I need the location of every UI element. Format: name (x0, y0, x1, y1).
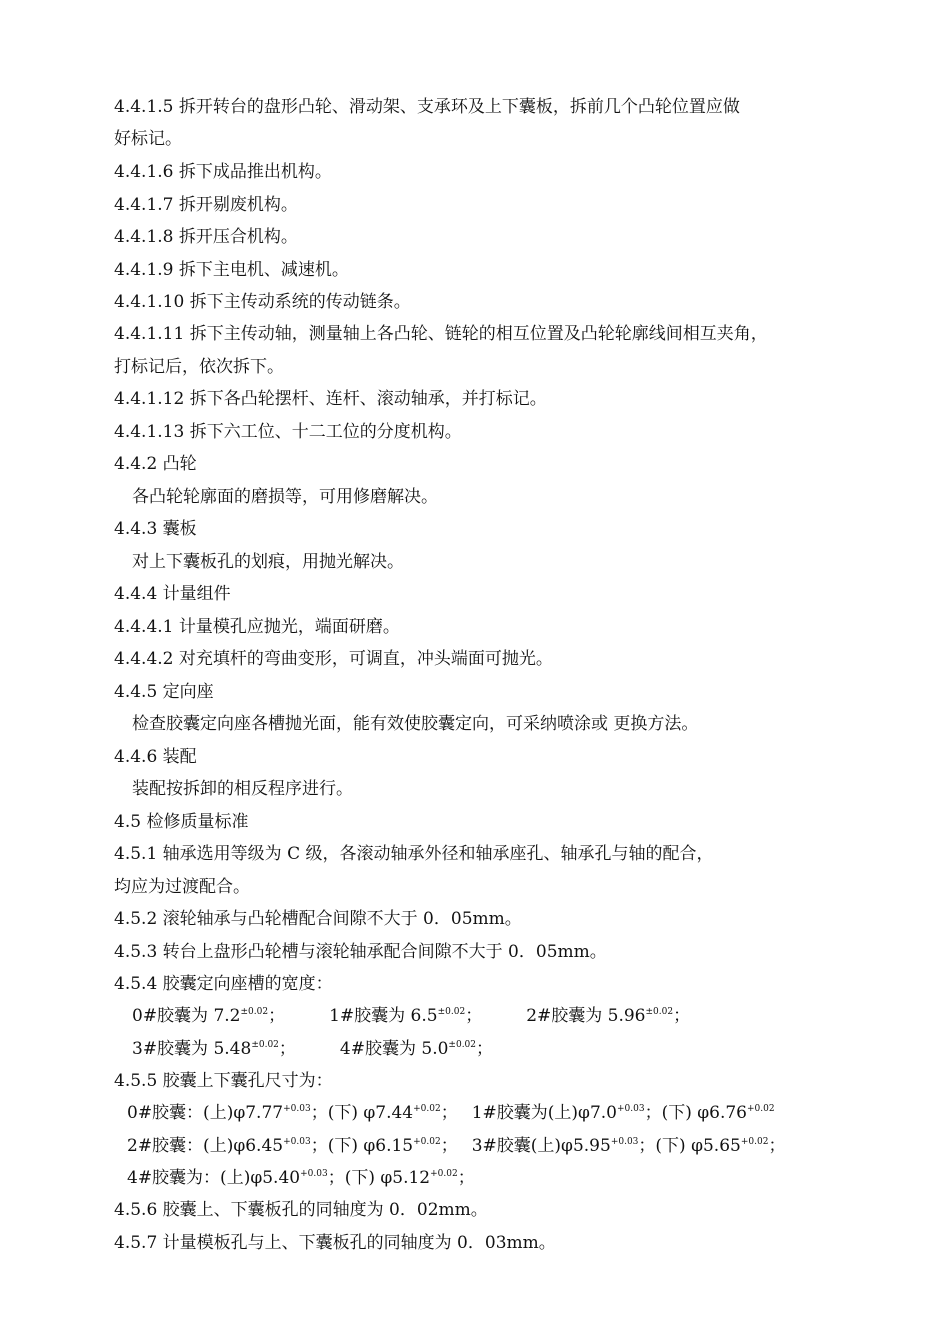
text-line: 4.5.5 胶囊上下囊孔尺寸为： (114, 1071, 333, 1091)
text-line: 4.5.6 胶囊上、下囊板孔的同轴度为 0．02mm。 (114, 1200, 488, 1220)
text-line: 均应为过渡配合。 (114, 877, 250, 897)
text-line: 4.4.1.9 拆下主电机、减速机。 (114, 260, 349, 280)
section-heading: 4.4.6 装配 (114, 747, 197, 767)
text-line: 4.5.1 轴承选用等级为 C 级，各滚动轴承外径和轴承座孔、轴承孔与轴的配合， (114, 844, 714, 864)
section-heading: 4.4.4 计量组件 (114, 584, 231, 604)
text-line: 4.5.7 计量模板孔与上、下囊板孔的同轴度为 0．03mm。 (114, 1233, 556, 1253)
section-heading: 4.4.5 定向座 (114, 682, 214, 702)
width-spec: 0#胶囊为 $7.2^{\pm 0.02}$； (132, 1006, 286, 1026)
text-line: 4.4.1.11 拆下主传动轴，测量轴上各凸轮、链轮的相互位置及凸轮轮廓线间相互夹角， (114, 324, 768, 344)
text-line: 4.5.2 滚轮轴承与凸轮槽配合间隙不大于 0．05mm。 (114, 909, 522, 929)
width-spec: 1#胶囊为 $6.5^{\pm 0.02}$； (329, 1006, 483, 1026)
text-line: 4.4.1.12 拆下各凸轮摆杆、连杆、滚动轴承，并打标记。 (114, 389, 547, 409)
text-line: 4.5.3 转台上盘形凸轮槽与滚轮轴承配合间隙不大于 0．05mm。 (114, 942, 607, 962)
text-line: 4.4.1.10 拆下主传动系统的传动链条。 (114, 292, 411, 312)
text-line: 检查胶囊定向座各槽抛光面，能有效使胶囊定向，可采纳喷涂或 更换方法。 (132, 714, 699, 734)
text-line: 4.4.1.8 拆开压合机构。 (114, 227, 298, 247)
text-line: 4.4.1.13 拆下六工位、十二工位的分度机构。 (114, 422, 462, 442)
text-line: 对上下囊板孔的划痕，用抛光解决。 (132, 552, 404, 572)
text-line: 4.4.4.2 对充填杆的弯曲变形，可调直，冲头端面可抛光。 (114, 649, 553, 669)
text-line: 各凸轮轮廓面的磨损等，可用修磨解决。 (132, 487, 438, 507)
section-heading: 4.5 检修质量标准 (114, 812, 249, 832)
width-spec: 2#胶囊为 $5.96^{\pm 0.02}$； (526, 1006, 691, 1026)
width-spec-row (132, 1039, 493, 1059)
width-spec: 3#胶囊为 $5.48^{\pm 0.02}$； (132, 1039, 296, 1059)
hole-spec-row: 2#胶囊：(上)$\varphi 6.45^{+0.03}$；(下) $\varphi 6.15^{+0.02}$； 3#胶囊(上)$\varphi 5.95^{+0.03}$；(下) $\varphi 5.65^{+0.02}$； (127, 1136, 786, 1156)
text-line: 4.4.4.1 计量模孔应抛光，端面研磨。 (114, 617, 400, 637)
hole-spec-row: 0#胶囊：(上)$\varphi 7.77^{+0.03}$；(下) $\varphi 7.44^{+0.02}$； 1#胶囊为(上)$\varphi 7.0^{+0.03}$；(下) $\varphi 6.76^{+0.02}$ (127, 1103, 775, 1123)
text-line: 4.4.1.6 拆下成品推出机构。 (114, 162, 332, 182)
section-heading: 4.4.3 囊板 (114, 519, 197, 539)
width-spec: 4#胶囊为 $5.0^{\pm 0.02}$； (339, 1039, 494, 1059)
section-heading: 4.4.2 凸轮 (114, 454, 197, 474)
text-line: 装配按拆卸的相反程序进行。 (132, 779, 353, 799)
text-line: 4.5.4 胶囊定向座槽的宽度： (114, 974, 333, 994)
text-line: 4.4.1.7 拆开剔废机构。 (114, 195, 298, 215)
text-line: 4.4.1.5 拆开转台的盘形凸轮、滑动架、支承环及上下囊板，拆前几个凸轮位置应做 (114, 97, 740, 117)
text-line: 好标记。 (114, 129, 182, 149)
text-line: 打标记后，依次拆下。 (114, 357, 284, 377)
width-spec-row (132, 1006, 690, 1026)
hole-spec-row: 4#胶囊为：(上)$\varphi 5.40^{+0.03}$；(下) $\varphi 5.12^{+0.02}$； (127, 1168, 475, 1188)
